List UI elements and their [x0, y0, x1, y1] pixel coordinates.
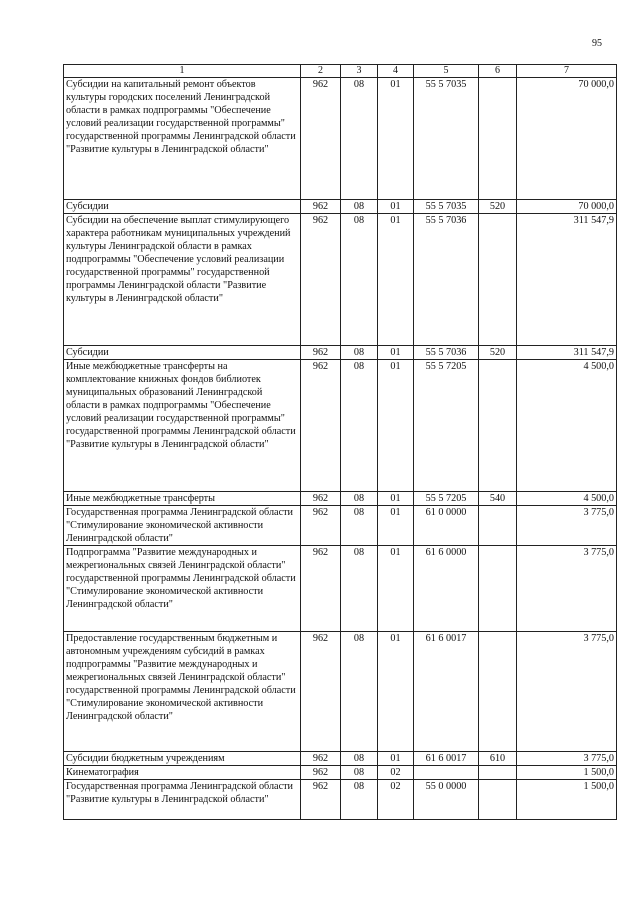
cell-c6: 610 [479, 752, 517, 766]
cell-c3: 08 [341, 752, 378, 766]
row-name: Субсидии [64, 200, 301, 214]
cell-c7: 1 500,0 [517, 780, 617, 820]
table-row [64, 752, 617, 766]
cell-c2: 962 [301, 214, 341, 346]
cell-c5 [414, 766, 479, 780]
cell-c7: 3 775,0 [517, 506, 617, 546]
cell-c5: 61 6 0000 [414, 546, 479, 632]
cell-c2: 962 [301, 766, 341, 780]
cell-c3: 08 [341, 780, 378, 820]
cell-c4: 02 [378, 780, 414, 820]
cell-c3: 08 [341, 546, 378, 632]
col-header-2: 2 [301, 65, 341, 78]
row-name: Иные межбюджетные трансферты [64, 492, 301, 506]
row-name: Иные межбюджетные трансферты на комплектование книжных фондов библиотек муниципальных образований Ленинградской области в рамках подпрограммы "Обеспечение условий реализации государственной программы" государственной программы Ленинградской области "Развитие культуры в Ленинградской области" [64, 360, 301, 492]
cell-c5: 61 6 0017 [414, 632, 479, 752]
cell-c3: 08 [341, 200, 378, 214]
row-name: Субсидии на обеспечение выплат стимулирующего характера работникам муниципальных учреждений культуры Ленинградской области в рамках подпрограммы "Обеспечение условий реализации государственной программы" государственной программы Ленинградской области "Развитие культуры в Ленинградской области" [64, 214, 301, 346]
cell-c6 [479, 766, 517, 780]
table-row [64, 766, 617, 780]
cell-c2: 962 [301, 632, 341, 752]
cell-c5: 55 5 7036 [414, 346, 479, 360]
cell-c3: 08 [341, 346, 378, 360]
cell-c7: 3 775,0 [517, 752, 617, 766]
cell-c4: 01 [378, 200, 414, 214]
cell-c4: 01 [378, 632, 414, 752]
table-row [64, 492, 617, 506]
budget-table [63, 64, 617, 820]
cell-c2: 962 [301, 492, 341, 506]
cell-c7: 4 500,0 [517, 492, 617, 506]
table-row [64, 346, 617, 360]
cell-c3: 08 [341, 632, 378, 752]
cell-c4: 01 [378, 214, 414, 346]
cell-c6 [479, 214, 517, 346]
cell-c7: 311 547,9 [517, 214, 617, 346]
table-row [64, 200, 617, 214]
table-row [64, 780, 617, 820]
row-name: Предоставление государственным бюджетным и автономным учреждениям субсидий в рамках подпрограммы "Развитие международных и межрегиональных связей Ленинградской области" государственной программы Ленинградской области "Стимулирование экономической активности Ленинградской области" [64, 632, 301, 752]
col-header-3: 3 [341, 65, 378, 78]
table-header-row [64, 65, 617, 78]
table-row [64, 632, 617, 752]
cell-c2: 962 [301, 360, 341, 492]
cell-c2: 962 [301, 200, 341, 214]
page-number: 95 [592, 38, 602, 49]
cell-c2: 962 [301, 780, 341, 820]
cell-c5: 55 5 7205 [414, 360, 479, 492]
cell-c7: 70 000,0 [517, 200, 617, 214]
cell-c6: 520 [479, 200, 517, 214]
cell-c4: 01 [378, 346, 414, 360]
cell-c7: 1 500,0 [517, 766, 617, 780]
cell-c5: 55 5 7036 [414, 214, 479, 346]
table-row [64, 78, 617, 200]
cell-c7: 3 775,0 [517, 546, 617, 632]
cell-c4: 01 [378, 506, 414, 546]
cell-c7: 3 775,0 [517, 632, 617, 752]
cell-c6: 540 [479, 492, 517, 506]
cell-c2: 962 [301, 506, 341, 546]
cell-c3: 08 [341, 78, 378, 200]
col-header-6: 6 [479, 65, 517, 78]
cell-c4: 01 [378, 752, 414, 766]
row-name: Субсидии [64, 346, 301, 360]
cell-c4: 01 [378, 360, 414, 492]
col-header-5: 5 [414, 65, 479, 78]
cell-c5: 55 5 7035 [414, 200, 479, 214]
cell-c5: 55 0 0000 [414, 780, 479, 820]
cell-c6 [479, 780, 517, 820]
cell-c3: 08 [341, 492, 378, 506]
cell-c4: 01 [378, 78, 414, 200]
cell-c2: 962 [301, 346, 341, 360]
table-row [64, 546, 617, 632]
cell-c7: 70 000,0 [517, 78, 617, 200]
cell-c2: 962 [301, 78, 341, 200]
cell-c6 [479, 546, 517, 632]
cell-c7: 4 500,0 [517, 360, 617, 492]
row-name: Субсидии бюджетным учреждениям [64, 752, 301, 766]
cell-c6 [479, 506, 517, 546]
cell-c2: 962 [301, 546, 341, 632]
row-name: Государственная программа Ленинградской области "Развитие культуры в Ленинградской области" [64, 780, 301, 820]
cell-c5: 55 5 7035 [414, 78, 479, 200]
row-name: Субсидии на капитальный ремонт объектов культуры городских поселений Ленинградской области в рамках подпрограммы "Обеспечение условий реализации государственной программы" государственной программы Ленинградской области "Развитие культуры в Ленинградской области" [64, 78, 301, 200]
col-header-1: 1 [64, 65, 301, 78]
cell-c4: 02 [378, 766, 414, 780]
cell-c3: 08 [341, 766, 378, 780]
table-row [64, 506, 617, 546]
cell-c5: 61 6 0017 [414, 752, 479, 766]
cell-c6 [479, 360, 517, 492]
row-name: Подпрограмма "Развитие международных и межрегиональных связей Ленинградской области" государственной программы Ленинградской области "Стимулирование экономической активности Ленинградской области" [64, 546, 301, 632]
cell-c5: 55 5 7205 [414, 492, 479, 506]
cell-c6 [479, 632, 517, 752]
table-row [64, 360, 617, 492]
col-header-4: 4 [378, 65, 414, 78]
cell-c6: 520 [479, 346, 517, 360]
table-row [64, 214, 617, 346]
cell-c3: 08 [341, 506, 378, 546]
row-name: Государственная программа Ленинградской области "Стимулирование экономической активности Ленинградской области" [64, 506, 301, 546]
col-header-7: 7 [517, 65, 617, 78]
cell-c4: 01 [378, 546, 414, 632]
cell-c5: 61 0 0000 [414, 506, 479, 546]
cell-c3: 08 [341, 360, 378, 492]
cell-c6 [479, 78, 517, 200]
cell-c4: 01 [378, 492, 414, 506]
cell-c2: 962 [301, 752, 341, 766]
cell-c7: 311 547,9 [517, 346, 617, 360]
row-name: Кинематография [64, 766, 301, 780]
cell-c3: 08 [341, 214, 378, 346]
